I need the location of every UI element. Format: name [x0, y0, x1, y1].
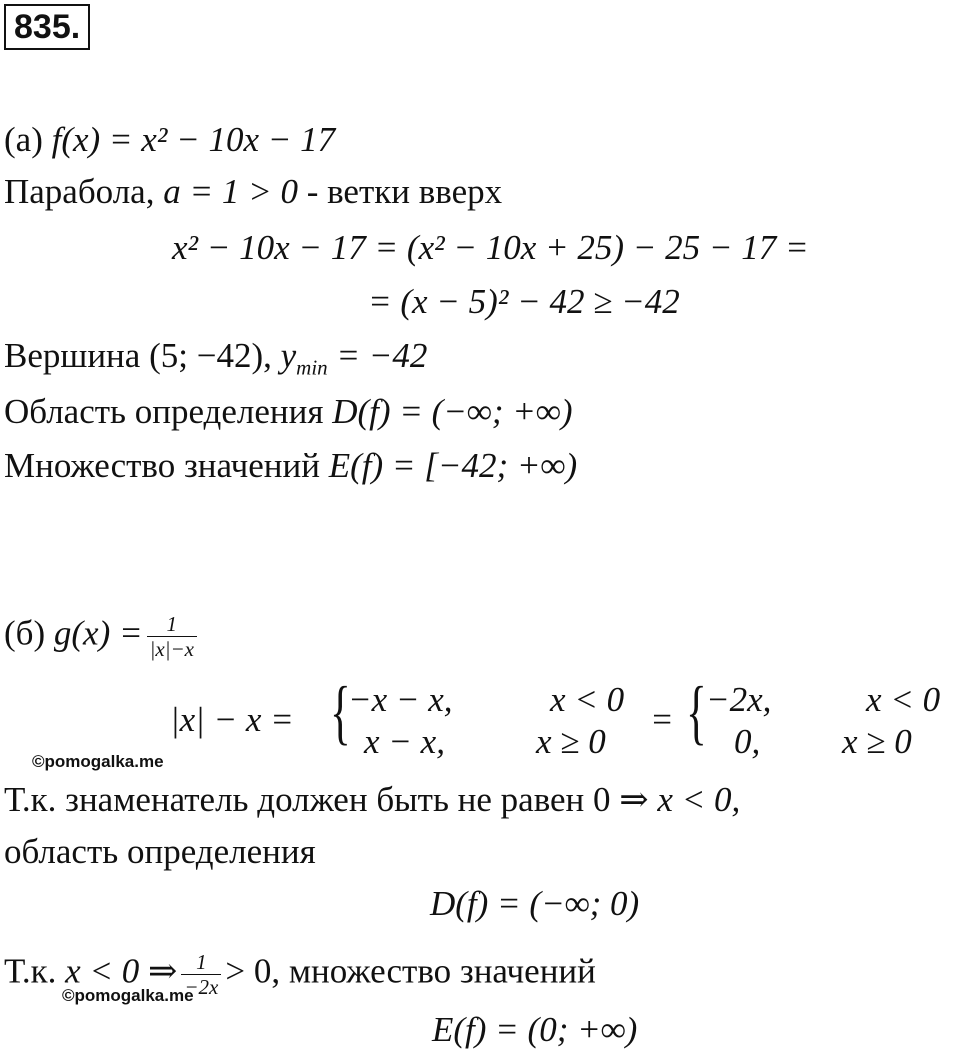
case4-expr: 0, — [734, 722, 761, 761]
tk2-fraction-denominator: −2x — [184, 975, 219, 999]
vertex-text: Вершина (5; −42), — [4, 336, 272, 375]
case2-expr: x − x, — [364, 722, 445, 761]
left-brace-1: { — [330, 672, 351, 752]
part-b-label: (б) — [4, 613, 46, 653]
part-b-fraction — [147, 612, 197, 661]
parabola-rest: - ветки вверх — [306, 172, 503, 211]
tk-line — [4, 780, 740, 820]
part-a-function: f(x) = x² − 10x − 17 — [51, 120, 336, 159]
parabola-condition: a = 1 > 0 — [163, 172, 298, 211]
part-a-domain-value: D(f) = (−∞; +∞) — [332, 392, 573, 431]
vertex-ymin-sub: min — [296, 355, 328, 380]
parabola-line — [4, 172, 502, 212]
part-b-fraction-numerator: 1 — [147, 612, 197, 637]
vertex-ymin-value: = −42 — [336, 336, 428, 375]
part-a-range-value: E(f) = [−42; +∞) — [328, 446, 578, 485]
case3-cond: x < 0 — [866, 680, 941, 719]
part-a-range-line — [4, 446, 577, 486]
left-brace-2: { — [686, 672, 707, 752]
case2-cond: x ≥ 0 — [536, 722, 606, 761]
abs-lhs: |x| − x = — [170, 700, 294, 739]
part-a-label: (а) — [4, 120, 43, 159]
problem-number: 835. — [4, 4, 90, 50]
part-b-range-value: E(f) = (0; +∞) — [432, 1010, 638, 1049]
vertex-ymin-symbol: y — [280, 336, 297, 375]
part-a-domain-line — [4, 392, 573, 432]
tk2-condition: x < 0 ⇒ — [65, 951, 178, 991]
part-b-function-lhs: g(x) = — [53, 613, 143, 653]
case3-expr: −2x, — [706, 680, 772, 719]
tk-text: Т.к. знаменатель должен быть не равен 0 ⇒ — [4, 780, 649, 819]
watermark-1: ©pomogalka.me — [32, 752, 164, 771]
cases-equals: = — [650, 700, 674, 739]
vertex-line — [4, 336, 428, 380]
tk2-fraction-numerator: 1 — [181, 950, 221, 975]
tk2-start: Т.к. — [4, 951, 57, 991]
parabola-text: Парабола, — [4, 172, 155, 211]
part-b-fraction-denominator: |x|−x — [149, 637, 194, 661]
tk2-rest: > 0, множество значений — [225, 951, 596, 991]
part-a-function-line — [4, 120, 335, 160]
case1-cond: x < 0 — [550, 680, 625, 719]
part-b-domain-value: D(f) = (−∞; 0) — [430, 884, 640, 923]
expansion-line-1: x² − 10x − 17 = (x² − 10x + 25) − 25 − 17 = — [172, 228, 809, 267]
expansion-line-2: = (x − 5)² − 42 ≥ −42 — [368, 282, 680, 321]
watermark-2: ©pomogalka.me — [62, 986, 194, 1005]
part-b-function-line — [4, 612, 201, 661]
part-b-domain-text: область определения — [4, 832, 316, 871]
case4-cond: x ≥ 0 — [842, 722, 912, 761]
part-a-domain-text: Область определения — [4, 392, 324, 431]
part-a-range-text: Множество значений — [4, 446, 320, 485]
case1-expr: −x − x, — [348, 680, 453, 719]
tk-condition: x < 0, — [657, 780, 741, 819]
